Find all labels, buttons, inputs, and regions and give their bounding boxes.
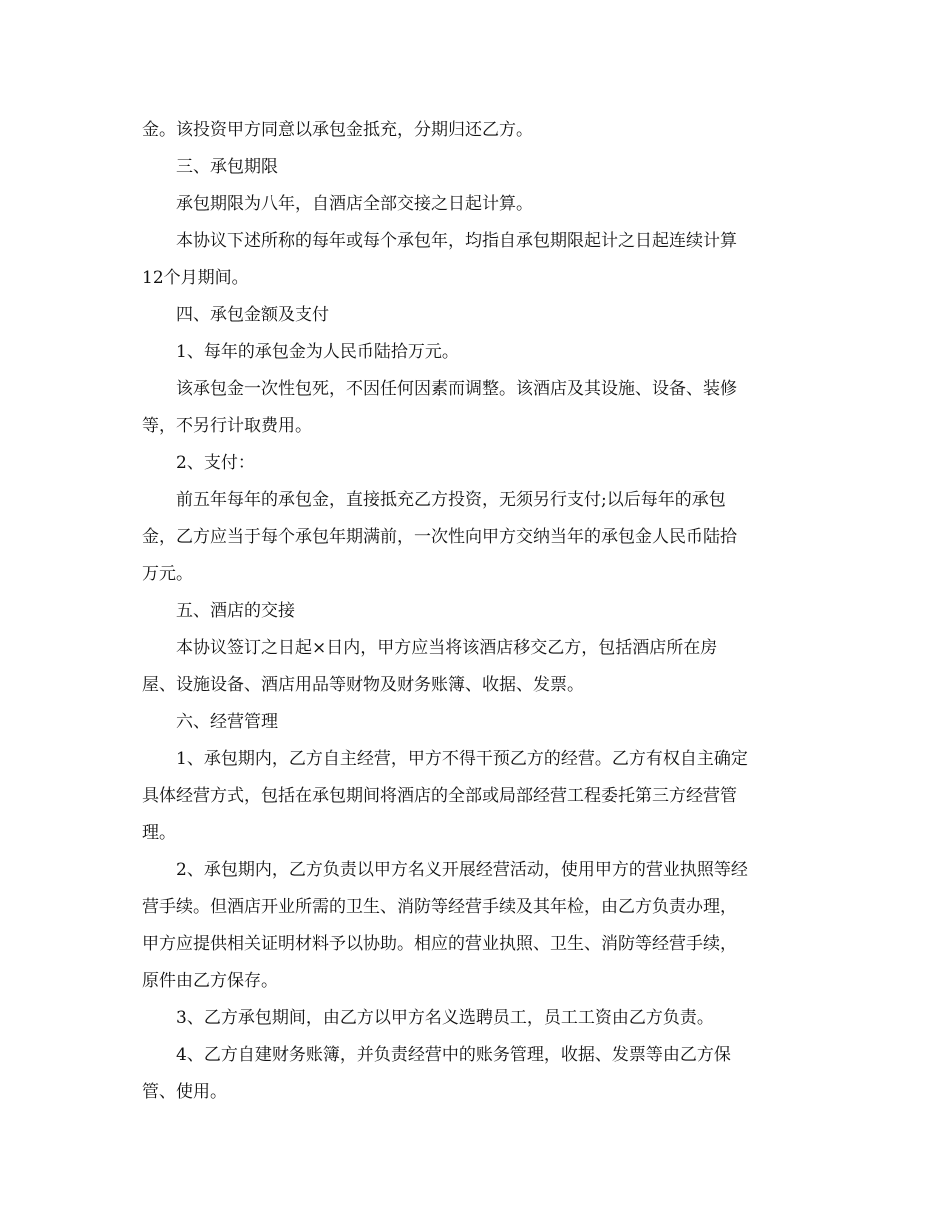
text-line: 12个月期间。 <box>142 268 249 288</box>
paragraph <box>142 741 814 852</box>
document-body <box>142 112 814 1111</box>
text-line: 1、每年的承包金为人民币陆拾万元。 <box>176 342 459 362</box>
text-line: 承包期限为八年，自酒店全部交接之日起计算。 <box>176 194 533 214</box>
text-line: 屋、设施设备、酒店用品等财物及财务账簿、收据、发票。 <box>142 675 584 695</box>
section-heading-6 <box>142 704 814 741</box>
paragraph <box>142 1037 814 1111</box>
text-line: 等，不另行计取费用。 <box>142 416 312 436</box>
paragraph <box>142 1000 814 1037</box>
paragraph <box>142 371 814 445</box>
heading-text: 六、经营管理 <box>176 712 278 732</box>
section-heading-5 <box>142 593 814 630</box>
text-line: 前五年每年的承包金，直接抵充乙方投资，无须另行支付;以后每年的承包 <box>176 490 726 510</box>
paragraph <box>142 630 814 704</box>
text-line: 具体经营方式，包括在承包期间将酒店的全部或局部经营工程委托第三方经营管 <box>142 786 737 806</box>
heading-text: 四、承包金额及支付 <box>176 305 329 325</box>
text-line: 1、承包期内，乙方自主经营，甲方不得干预乙方的经营。乙方有权自主确定 <box>176 749 748 769</box>
heading-text: 三、承包期限 <box>176 157 278 177</box>
text-line: 该承包金一次性包死，不因任何因素而调整。该酒店及其设施、设备、装修 <box>176 379 737 399</box>
text-line: 本协议签订之日起×日内，甲方应当将该酒店移交乙方，包括酒店所在房 <box>176 638 718 658</box>
section-heading-4 <box>142 297 814 334</box>
paragraph-carryover <box>142 112 814 149</box>
text-line: 甲方应提供相关证明材料予以协助。相应的营业执照、卫生、消防等经营手续， <box>142 934 737 954</box>
paragraph <box>142 223 814 297</box>
text-line: 2、承包期内，乙方负责以甲方名义开展经营活动，使用甲方的营业执照等经 <box>176 860 748 880</box>
paragraph <box>142 186 814 223</box>
text-line: 金，乙方应当于每个承包年期满前，一次性向甲方交纳当年的承包金人民币陆拾 <box>142 527 737 547</box>
paragraph <box>142 482 814 593</box>
text-line: 营手续。但酒店开业所需的卫生、消防等经营手续及其年检，由乙方负责办理， <box>142 897 737 917</box>
text-line: 理。 <box>142 823 176 843</box>
section-heading-3 <box>142 149 814 186</box>
text-line: 本协议下述所称的每年或每个承包年，均指自承包期限起计之日起连续计算 <box>176 231 737 251</box>
text-line: 管、使用。 <box>142 1082 227 1102</box>
paragraph <box>142 852 814 1000</box>
text-line: 万元。 <box>142 564 193 584</box>
paragraph <box>142 334 814 371</box>
text-line: 2、支付： <box>176 453 255 473</box>
heading-text: 五、酒店的交接 <box>176 601 295 621</box>
text-line: 金。该投资甲方同意以承包金抵充，分期归还乙方。 <box>142 120 533 140</box>
paragraph <box>142 445 814 482</box>
text-line: 原件由乙方保存。 <box>142 971 278 991</box>
text-line: 3、乙方承包期间，由乙方以甲方名义选聘员工，员工工资由乙方负责。 <box>176 1008 714 1028</box>
text-line: 4、乙方自建财务账簿，并负责经营中的账务管理，收据、发票等由乙方保 <box>176 1045 731 1065</box>
